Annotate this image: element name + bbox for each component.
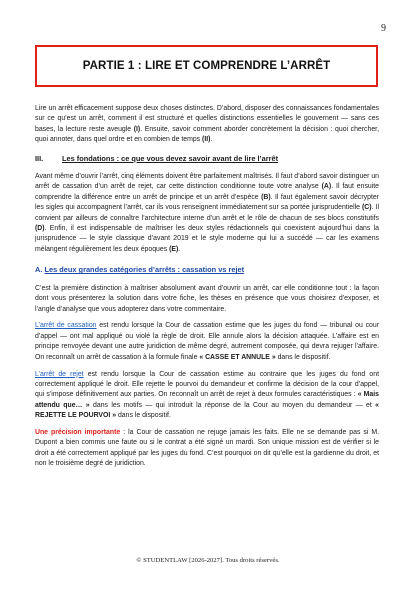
rejet-term: L’arrêt de rejet (35, 370, 84, 378)
rejet-text-3: dans le dispositif. (116, 412, 171, 420)
rejet-text-2: dans les motifs — qui introduit la réponse de la Cour au moyen du demandeur — et (89, 401, 376, 409)
precision-text: : la Cour de cassation ne rejuge jamais les faits. Elle ne se demande pas si M. Dupont a bien commis une faute ou si le contrat a été signé un mardi. Son unique mission est de vérifier si le droit a été correctement appliqué par les juges du fond. C’est pourquoi on dit qu’elle est la gardienne du droit, et non le troisième degré de juridiction. (35, 429, 379, 468)
body-content (35, 104, 379, 476)
intro-paragraph (35, 104, 379, 146)
section-title: Les fondations : ce que vous devez savoir avant de lire l’arrêt (62, 153, 279, 163)
fondations-text-3: . Il faut également savoir décrypter les sigles qui accompagnent l’arrêt, car ils vous renseignent immédiatement sur sa portée jurisprudentielle (35, 193, 379, 212)
intro-ref-2: (II) (202, 136, 211, 144)
fondations-text-4: . Il convient par ailleurs de connaître l’architecture interne d’un arrêt et le rôle de chacun de ses blocs constitutifs (35, 204, 379, 222)
intro-text-2: . Ensuite, savoir comment aborder concrètement la décision : quoi chercher, quoi annoter, dans quel ordre et en combien de temps (35, 125, 379, 144)
fondations-text-6: . (178, 245, 181, 253)
page-title: PARTIE 1 : LIRE ET COMPRENDRE L’ARRÊT (82, 60, 331, 72)
rejet-paragraph (35, 370, 379, 422)
cassation-text-1: est rendu lorsque la Cour de cassation estime que les juges du fond — tribunal ou cour d’appel — ont mal appliqué ou violé la règle de droit. Elle annule alors la décision attaquée. L’affaire est en principe renvoyée devant une autre juridiction de même degré, autrement composée, qui devra rejuger l’affaire. On reconnaît un arrêt de cassation à la formule finale (35, 322, 379, 361)
cassation-term: L’arrêt de cassation (35, 322, 97, 330)
intro-a-paragraph: C’est la première distinction à maîtriser absolument avant d’ouvrir un arrêt, car elle conditionne tout : la façon dont vous présenterez la solution dans votre fiche, les thèses en présence que vous choisirez d’exposer, et l’angle d’analyse que vous adopterez dans votre commentaire. (35, 284, 379, 313)
fondations-ref-a: (A) (321, 183, 332, 191)
intro-ref-1: (I) (133, 125, 141, 133)
fondations-ref-b: (B) (261, 193, 271, 201)
intro-text-1: Lire un arrêt efficacement suppose deux choses distinctes. D’abord, disposer des connaissances fondamentales sur ce qu’est un arrêt, comment il est structuré et quelles distinctions essentielles le gouvernent — sans ces bases, la lecture reste aveugle (35, 105, 379, 133)
cassation-paragraph (35, 321, 379, 363)
copyright-footer: © STUDENTLAW [2026-2027]. Tous droits réservés. (136, 557, 280, 564)
subsection-heading (35, 265, 379, 275)
subsection-title: Les deux grandes catégories d’arrêts : cassation vs rejet (44, 265, 245, 275)
fondations-text-5: . Enfin, il est indispensable de maîtriser les deux styles rédactionnels qui coexistent aujourd’hui dans la jurisprudence — le style classique d’avant 2019 et le style moderne qui lui a succédé — car les examens mélangent régulièrement les deux époques (35, 225, 379, 253)
page-number: 9 (381, 23, 386, 34)
rejet-formula-2: « REJETTE LE POURVOI » (35, 401, 379, 420)
fondations-ref-d: (D) (35, 225, 45, 233)
fondations-ref-e: (E) (169, 245, 179, 253)
cassation-text-2: dans le dispositif. (275, 353, 331, 361)
subsection-letter: A. (35, 265, 43, 275)
fondations-text-2: . Il faut ensuite comprendre la différence entre un arrêt de principe et un arrêt d’espèce (35, 183, 379, 201)
fondations-text-1: Avant même d’ouvrir l’arrêt, cinq éléments doivent être parfaitement maîtrisés. Il faut d’abord savoir distinguer un arrêt de cassation d’un arrêt de rejet, car cette distinction conditionne toute votre analyse (35, 173, 379, 191)
precision-paragraph (35, 428, 379, 470)
title-box (35, 45, 378, 87)
section-number: III. (35, 153, 44, 163)
fondations-paragraph (35, 172, 379, 255)
rejet-text-1: est rendu lorsque la Cour de cassation estime au contraire que les juges du fond ont correctement appliqué le droit. Elle rejette le pourvoi du demandeur et confirme la décision de la cour d’appel, qui s’impose définitivement aux parties. On reconnaît un arrêt de rejet à deux formules caractéristiques : (35, 370, 379, 399)
section-heading (35, 154, 379, 164)
precision-term: Une précision importante (35, 429, 121, 437)
cassation-formula: « CASSE ET ANNULE » (199, 353, 276, 361)
fondations-ref-c: (C) (362, 204, 372, 212)
rejet-formula-1: « Mais attendu que… » (35, 391, 379, 409)
intro-text-3: . (210, 136, 213, 144)
